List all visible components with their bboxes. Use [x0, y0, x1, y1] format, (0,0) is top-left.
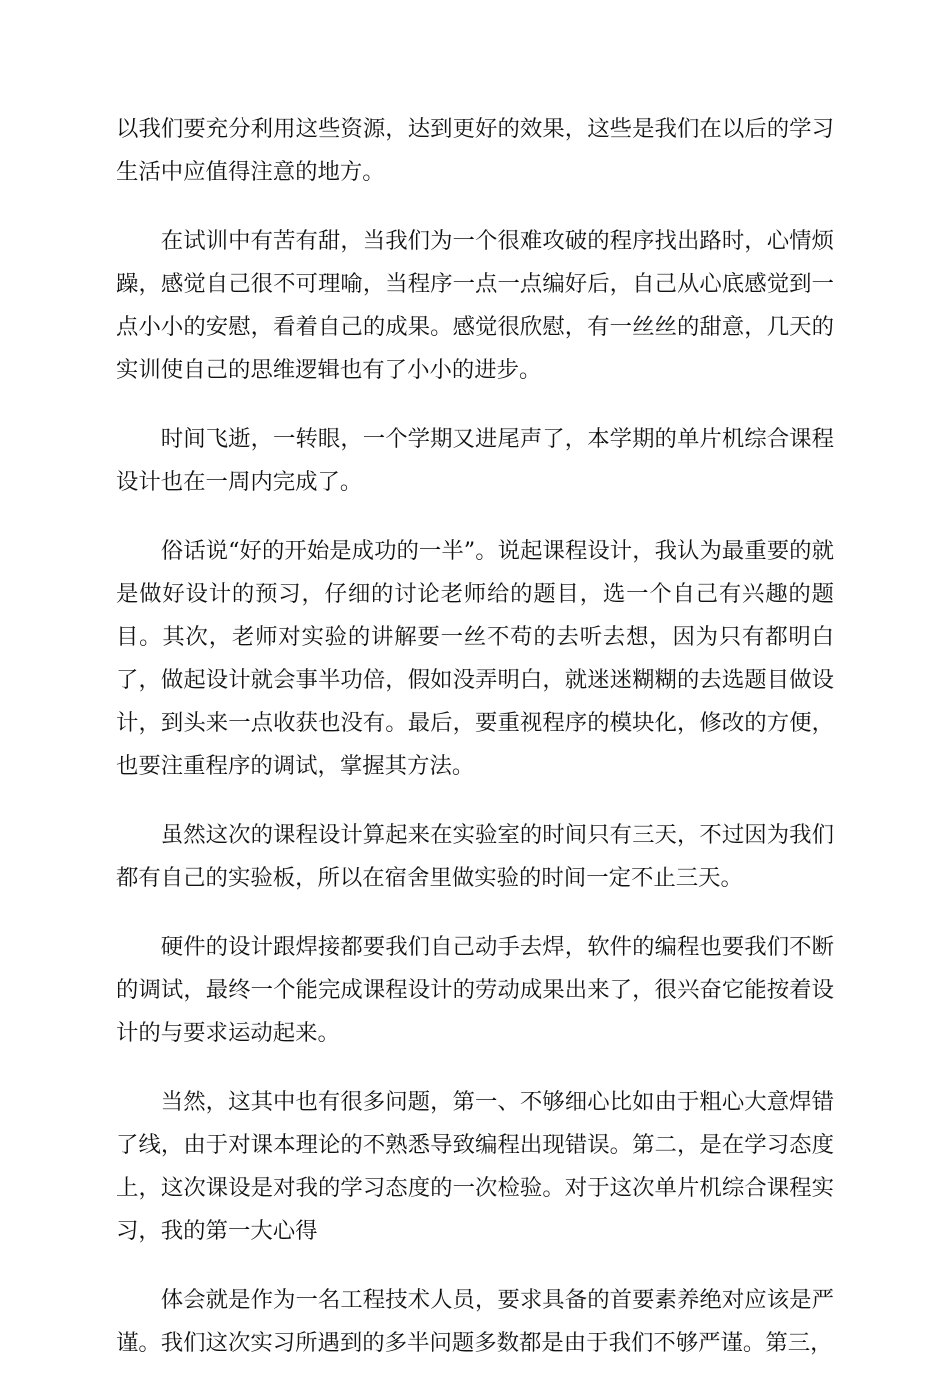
paragraph-time-flies: 时间飞逝，一转眼，一个学期又进尾声了，本学期的单片机综合课程设计也在一周内完成了。: [116, 426, 834, 495]
paragraph-continuation: 以我们要充分利用这些资源，达到更好的效果，这些是我们在以后的学习生活中应值得注意的地方。: [116, 116, 834, 185]
paragraph-hardware-design: 硬件的设计跟焊接都要我们自己动手去焊，软件的编程也要我们不断的调试，最终一个能完成课程设计的劳动成果出来了，很兴奋它能按着设计的与要求运动起来。: [116, 934, 834, 1046]
paragraph-lab-time: 虽然这次的课程设计算起来在实验室的时间只有三天，不过因为我们都有自己的实验板，所以在宿舍里做实验的时间一定不止三天。: [116, 822, 834, 891]
paragraph-problems: 当然，这其中也有很多问题，第一、不够细心比如由于粗心大意焊错了线，由于对课本理论的不熟悉导致编程出现错误。第二，是在学习态度上，这次课设是对我的学习态度的一次检验。对于这次单片机综合课程实习，我的第一大心得: [116, 1089, 834, 1244]
paragraph-good-start: 俗话说“好的开始是成功的一半”。说起课程设计，我认为最重要的就是做好设计的预习，仔细的讨论老师给的题目，选一个自己有兴趣的题目。其次，老师对实验的讲解要一丝不苟的去听去想，因为只有都明白了，做起设计就会事半功倍，假如没弄明白，就迷迷糊糊的去选题目做设计，到头来一点收获也没有。最后，要重视程序的模块化，修改的方便，也要注重程序的调试，掌握其方法。: [116, 538, 834, 779]
paragraph-training-experience: 在试训中有苦有甜，当我们为一个很难攻破的程序找出路时，心情烦躁，感觉自己很不可理喻，当程序一点一点编好后，自己从心底感觉到一点小小的安慰，看着自己的成果。感觉很欣慰，有一丝丝的甜意，几天的实训使自己的思维逻辑也有了小小的进步。: [116, 228, 834, 383]
paragraph-rigor: 体会就是作为一名工程技术人员，要求具备的首要素养绝对应该是严谨。我们这次实习所遇到的多半问题多数都是由于我们不够严谨。第三，: [116, 1287, 834, 1356]
document-body: [116, 108, 834, 1391]
